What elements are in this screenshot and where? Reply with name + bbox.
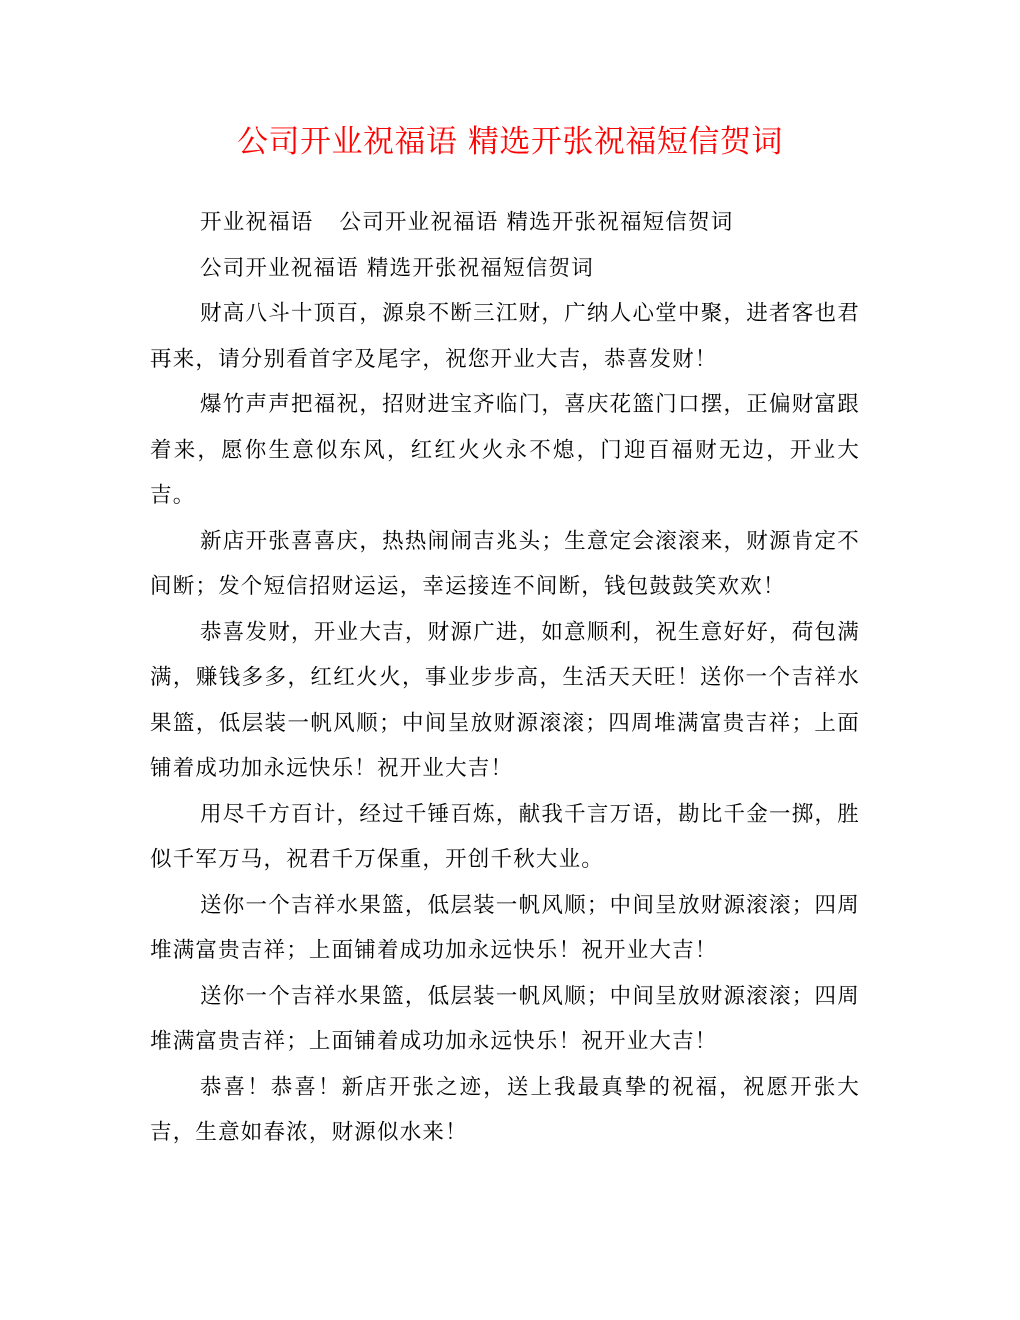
paragraph: 恭喜！恭喜！新店开张之迹，送上我最真挚的祝福，祝愿开张大吉，生意如春浓，财源似水来！ (150, 1074, 860, 1145)
paragraph: 公司开业祝福语 精选开张祝福短信贺词 (200, 255, 594, 281)
paragraph: 新店开张喜喜庆，热热闹闹吉兆头；生意定会滚滚来，财源肯定不间断；发个短信招财运运，幸运接连不间断，钱包鼓鼓笑欢欢！ (150, 528, 860, 599)
paragraph: 送你一个吉祥水果篮，低层装一帆风顺；中间呈放财源滚滚；四周堆满富贵吉祥；上面铺着成功加永远快乐！祝开业大吉！ (150, 892, 860, 963)
paragraph: 送你一个吉祥水果篮，低层装一帆风顺；中间呈放财源滚滚；四周堆满富贵吉祥；上面铺着成功加永远快乐！祝开业大吉！ (150, 983, 860, 1054)
subtitle-label: 公司开业祝福语 精选开张祝福短信贺词 (339, 210, 734, 235)
paragraph: 用尽千方百计，经过千锤百炼，献我千言万语，勘比千金一掷，胜似千军万马，祝君千万保重，开创千秋大业。 (150, 801, 860, 872)
category-line (150, 200, 860, 246)
category-label: 开业祝福语 (200, 210, 314, 235)
paragraph: 财高八斗十顶百，源泉不断三江财，广纳人心堂中聚，进者客也君再来，请分别看首字及尾字，祝您开业大吉，恭喜发财！ (150, 301, 860, 372)
paragraph: 恭喜发财，开业大吉，财源广进，如意顺利，祝生意好好，荷包满满，赚钱多多，红红火火，事业步步高，生活天天旺！送你一个吉祥水果篮，低层装一帆风顺；中间呈放财源滚滚；四周堆满富贵吉祥；上面铺着成功加永远快乐！祝开业大吉！ (150, 619, 860, 781)
paragraph: 爆竹声声把福祝，招财进宝齐临门，喜庆花篮门口摆，正偏财富跟着来，愿你生意似东风，红红火火永不熄，门迎百福财无边，开业大吉。 (150, 392, 860, 508)
document-body (150, 200, 860, 1156)
document-title: 公司开业祝福语 精选开张祝福短信贺词 (237, 124, 783, 160)
